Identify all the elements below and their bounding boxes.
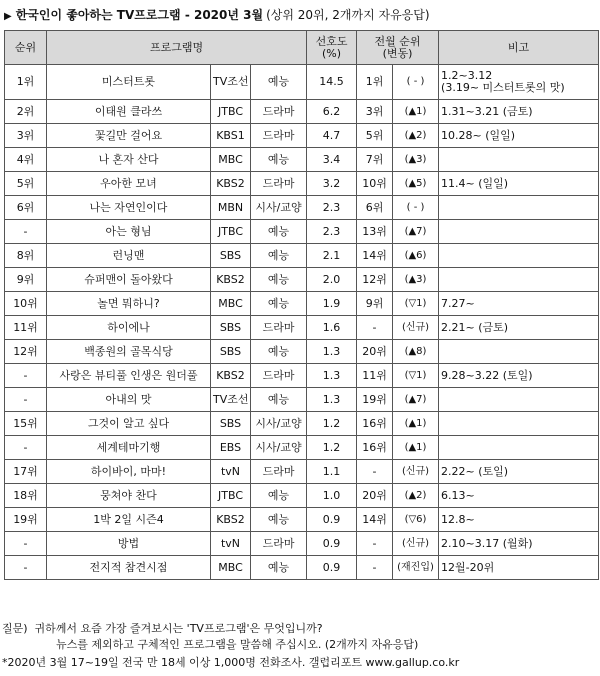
previous-rank-cell: 16위: [357, 412, 393, 436]
note-cell: [439, 268, 599, 292]
program-cell: 1박 2일 시즌4: [47, 508, 211, 532]
ranking-table: [4, 30, 599, 580]
previous-rank-cell: 12위: [357, 268, 393, 292]
note-cell: [439, 196, 599, 220]
col-header-program: 프로그램명: [47, 31, 307, 65]
note-cell: 7.27~: [439, 292, 599, 316]
program-cell: 슈퍼맨이 돌아왔다: [47, 268, 211, 292]
title-main: 한국인이 좋아하는 TV프로그램 - 2020년 3월: [15, 8, 264, 22]
channel-cell: SBS: [211, 340, 251, 364]
preference-cell: 14.5: [307, 65, 357, 100]
previous-rank-cell: 14위: [357, 244, 393, 268]
genre-cell: 예능: [251, 244, 307, 268]
col-header-note: 비고: [439, 31, 599, 65]
preference-cell: 1.6: [307, 316, 357, 340]
channel-cell: KBS2: [211, 508, 251, 532]
table-row: [5, 316, 599, 340]
rank-cell: 1위: [5, 65, 47, 100]
channel-cell: KBS2: [211, 172, 251, 196]
note-cell: [439, 412, 599, 436]
previous-rank-cell: 14위: [357, 508, 393, 532]
preference-cell: 1.3: [307, 388, 357, 412]
preference-cell: 1.1: [307, 460, 357, 484]
genre-cell: 시사/교양: [251, 436, 307, 460]
col-header-previous-rank: 전월 순위 (변동): [357, 31, 439, 65]
genre-cell: 예능: [251, 220, 307, 244]
rank-cell: 18위: [5, 484, 47, 508]
survey-question-line2: 뉴스를 제외하고 구체적인 프로그램을 말씀해 주십시오. (2개까지 자유응답): [56, 638, 419, 651]
table-row: [5, 436, 599, 460]
genre-cell: 시사/교양: [251, 196, 307, 220]
previous-rank-cell: 20위: [357, 484, 393, 508]
previous-rank-cell: 10위: [357, 172, 393, 196]
change-cell: (▲6): [393, 244, 439, 268]
note-cell: 9.28~3.22 (토일): [439, 364, 599, 388]
note-cell: 12.8~: [439, 508, 599, 532]
previous-rank-cell: 11위: [357, 364, 393, 388]
change-cell: (▲1): [393, 100, 439, 124]
program-cell: 뭉쳐야 찬다: [47, 484, 211, 508]
note-cell: 2.21~ (금토): [439, 316, 599, 340]
note-cell: [439, 340, 599, 364]
previous-rank-cell: 9위: [357, 292, 393, 316]
change-cell: (▲1): [393, 436, 439, 460]
channel-cell: TV조선: [211, 65, 251, 100]
note-cell: [439, 436, 599, 460]
program-cell: 꽃길만 걸어요: [47, 124, 211, 148]
rank-cell: 8위: [5, 244, 47, 268]
preference-cell: 3.4: [307, 148, 357, 172]
table-row: [5, 292, 599, 316]
change-cell: (▲5): [393, 172, 439, 196]
table-row: [5, 268, 599, 292]
preference-cell: 6.2: [307, 100, 357, 124]
rank-cell: 3위: [5, 124, 47, 148]
genre-cell: 드라마: [251, 124, 307, 148]
genre-cell: 드라마: [251, 364, 307, 388]
rank-cell: -: [5, 556, 47, 580]
change-cell: (▲1): [393, 412, 439, 436]
program-cell: 미스터트롯: [47, 65, 211, 100]
program-cell: 나 혼자 산다: [47, 148, 211, 172]
table-row: [5, 340, 599, 364]
program-cell: 백종원의 골목식당: [47, 340, 211, 364]
genre-cell: 예능: [251, 556, 307, 580]
genre-cell: 예능: [251, 65, 307, 100]
change-cell: ( - ): [393, 196, 439, 220]
rank-cell: -: [5, 220, 47, 244]
preference-cell: 4.7: [307, 124, 357, 148]
note-cell: 6.13~: [439, 484, 599, 508]
table-row: [5, 460, 599, 484]
genre-cell: 드라마: [251, 172, 307, 196]
rank-cell: 9위: [5, 268, 47, 292]
note-cell: 12월-20위: [439, 556, 599, 580]
rank-cell: 11위: [5, 316, 47, 340]
note-cell: [439, 148, 599, 172]
channel-cell: SBS: [211, 244, 251, 268]
change-cell: (▲3): [393, 268, 439, 292]
preference-cell: 0.9: [307, 556, 357, 580]
program-cell: 세계테마기행: [47, 436, 211, 460]
genre-cell: 드라마: [251, 100, 307, 124]
change-cell: (▲7): [393, 388, 439, 412]
change-cell: (신규): [393, 460, 439, 484]
rank-cell: 5위: [5, 172, 47, 196]
program-cell: 전지적 참견시점: [47, 556, 211, 580]
title-subtitle: (상위 20위, 2개까지 자유응답): [266, 8, 430, 22]
preference-cell: 2.1: [307, 244, 357, 268]
program-cell: 그것이 알고 싶다: [47, 412, 211, 436]
genre-cell: 예능: [251, 484, 307, 508]
program-cell: 하이바이, 마마!: [47, 460, 211, 484]
table-row: [5, 388, 599, 412]
table-row: [5, 196, 599, 220]
rank-cell: 12위: [5, 340, 47, 364]
note-cell: [439, 388, 599, 412]
preference-cell: 1.2: [307, 436, 357, 460]
note-cell: 11.4~ (일일): [439, 172, 599, 196]
channel-cell: TV조선: [211, 388, 251, 412]
change-cell: (▲8): [393, 340, 439, 364]
preference-cell: 2.3: [307, 196, 357, 220]
program-cell: 나는 자연인이다: [47, 196, 211, 220]
genre-cell: 예능: [251, 292, 307, 316]
preference-cell: 0.9: [307, 532, 357, 556]
preference-cell: 1.9: [307, 292, 357, 316]
genre-cell: 드라마: [251, 460, 307, 484]
channel-cell: JTBC: [211, 484, 251, 508]
change-cell: (▲7): [393, 220, 439, 244]
channel-cell: KBS2: [211, 268, 251, 292]
genre-cell: 드라마: [251, 316, 307, 340]
table-row: [5, 508, 599, 532]
genre-cell: 예능: [251, 388, 307, 412]
table-row: [5, 484, 599, 508]
genre-cell: 드라마: [251, 532, 307, 556]
previous-rank-cell: -: [357, 460, 393, 484]
previous-rank-cell: -: [357, 316, 393, 340]
channel-cell: tvN: [211, 532, 251, 556]
previous-rank-cell: -: [357, 532, 393, 556]
change-cell: (▲2): [393, 484, 439, 508]
rank-cell: 6위: [5, 196, 47, 220]
channel-cell: SBS: [211, 316, 251, 340]
table-row: [5, 556, 599, 580]
change-cell: (신규): [393, 316, 439, 340]
previous-rank-cell: 16위: [357, 436, 393, 460]
change-cell: (▲3): [393, 148, 439, 172]
previous-rank-cell: 13위: [357, 220, 393, 244]
program-cell: 우아한 모녀: [47, 172, 211, 196]
rank-cell: 17위: [5, 460, 47, 484]
preference-cell: 0.9: [307, 508, 357, 532]
genre-cell: 예능: [251, 340, 307, 364]
table-row: [5, 172, 599, 196]
table-row: [5, 412, 599, 436]
channel-cell: JTBC: [211, 100, 251, 124]
change-cell: (▽1): [393, 292, 439, 316]
rank-cell: 10위: [5, 292, 47, 316]
change-cell: ( - ): [393, 65, 439, 100]
table-body: [5, 65, 599, 580]
program-cell: 아는 형님: [47, 220, 211, 244]
rank-cell: -: [5, 388, 47, 412]
channel-cell: SBS: [211, 412, 251, 436]
program-cell: 아내의 맛: [47, 388, 211, 412]
note-cell: 2.10~3.17 (월화): [439, 532, 599, 556]
triangle-marker-icon: ▶: [4, 11, 12, 22]
genre-cell: 예능: [251, 148, 307, 172]
channel-cell: MBN: [211, 196, 251, 220]
table-row: [5, 124, 599, 148]
previous-rank-cell: -: [357, 556, 393, 580]
previous-rank-cell: 3위: [357, 100, 393, 124]
program-cell: 런닝맨: [47, 244, 211, 268]
previous-rank-cell: 19위: [357, 388, 393, 412]
channel-cell: MBC: [211, 556, 251, 580]
previous-rank-cell: 7위: [357, 148, 393, 172]
note-cell: 10.28~ (일일): [439, 124, 599, 148]
col-header-preference: 선호도 (%): [307, 31, 357, 65]
note-cell: 1.31~3.21 (금토): [439, 100, 599, 124]
channel-cell: KBS1: [211, 124, 251, 148]
change-cell: (재진입): [393, 556, 439, 580]
col-header-rank: 순위: [5, 31, 47, 65]
note-cell: [439, 244, 599, 268]
preference-cell: 1.3: [307, 364, 357, 388]
table-row: [5, 148, 599, 172]
program-cell: 이태원 클라쓰: [47, 100, 211, 124]
genre-cell: 예능: [251, 268, 307, 292]
rank-cell: 15위: [5, 412, 47, 436]
rank-cell: 2위: [5, 100, 47, 124]
previous-rank-cell: 6위: [357, 196, 393, 220]
table-row: [5, 65, 599, 100]
previous-rank-cell: 1위: [357, 65, 393, 100]
channel-cell: JTBC: [211, 220, 251, 244]
program-cell: 하이에나: [47, 316, 211, 340]
rank-cell: -: [5, 532, 47, 556]
channel-cell: EBS: [211, 436, 251, 460]
channel-cell: MBC: [211, 148, 251, 172]
preference-cell: 2.0: [307, 268, 357, 292]
preference-cell: 1.0: [307, 484, 357, 508]
genre-cell: 시사/교양: [251, 412, 307, 436]
table-row: [5, 100, 599, 124]
change-cell: (신규): [393, 532, 439, 556]
table-row: [5, 220, 599, 244]
preference-cell: 1.3: [307, 340, 357, 364]
note-cell: 1.2~3.12 (3.19~ 미스터트롯의 맛): [439, 65, 599, 100]
rank-cell: 4위: [5, 148, 47, 172]
channel-cell: KBS2: [211, 364, 251, 388]
survey-question: 질문) 귀하께서 요즘 가장 즐겨보시는 'TV프로그램'은 무엇입니까?: [2, 622, 323, 635]
preference-cell: 2.3: [307, 220, 357, 244]
rank-cell: -: [5, 436, 47, 460]
table-row: [5, 244, 599, 268]
preference-cell: 1.2: [307, 412, 357, 436]
rank-cell: -: [5, 364, 47, 388]
program-cell: 방법: [47, 532, 211, 556]
previous-rank-cell: 5위: [357, 124, 393, 148]
channel-cell: MBC: [211, 292, 251, 316]
previous-rank-cell: 20위: [357, 340, 393, 364]
rank-cell: 19위: [5, 508, 47, 532]
table-row: [5, 364, 599, 388]
table-header-row: [5, 31, 599, 65]
note-cell: [439, 220, 599, 244]
channel-cell: tvN: [211, 460, 251, 484]
program-cell: 놀면 뭐하니?: [47, 292, 211, 316]
program-cell: 사랑은 뷰티풀 인생은 원더풀: [47, 364, 211, 388]
change-cell: (▽1): [393, 364, 439, 388]
preference-cell: 3.2: [307, 172, 357, 196]
change-cell: (▽6): [393, 508, 439, 532]
report-title: [4, 2, 430, 28]
genre-cell: 예능: [251, 508, 307, 532]
note-cell: 2.22~ (토일): [439, 460, 599, 484]
survey-source: *2020년 3월 17~19일 전국 만 18세 이상 1,000명 전화조사. 갤럽리포트 www.gallup.co.kr: [2, 656, 460, 669]
table-row: [5, 532, 599, 556]
change-cell: (▲2): [393, 124, 439, 148]
